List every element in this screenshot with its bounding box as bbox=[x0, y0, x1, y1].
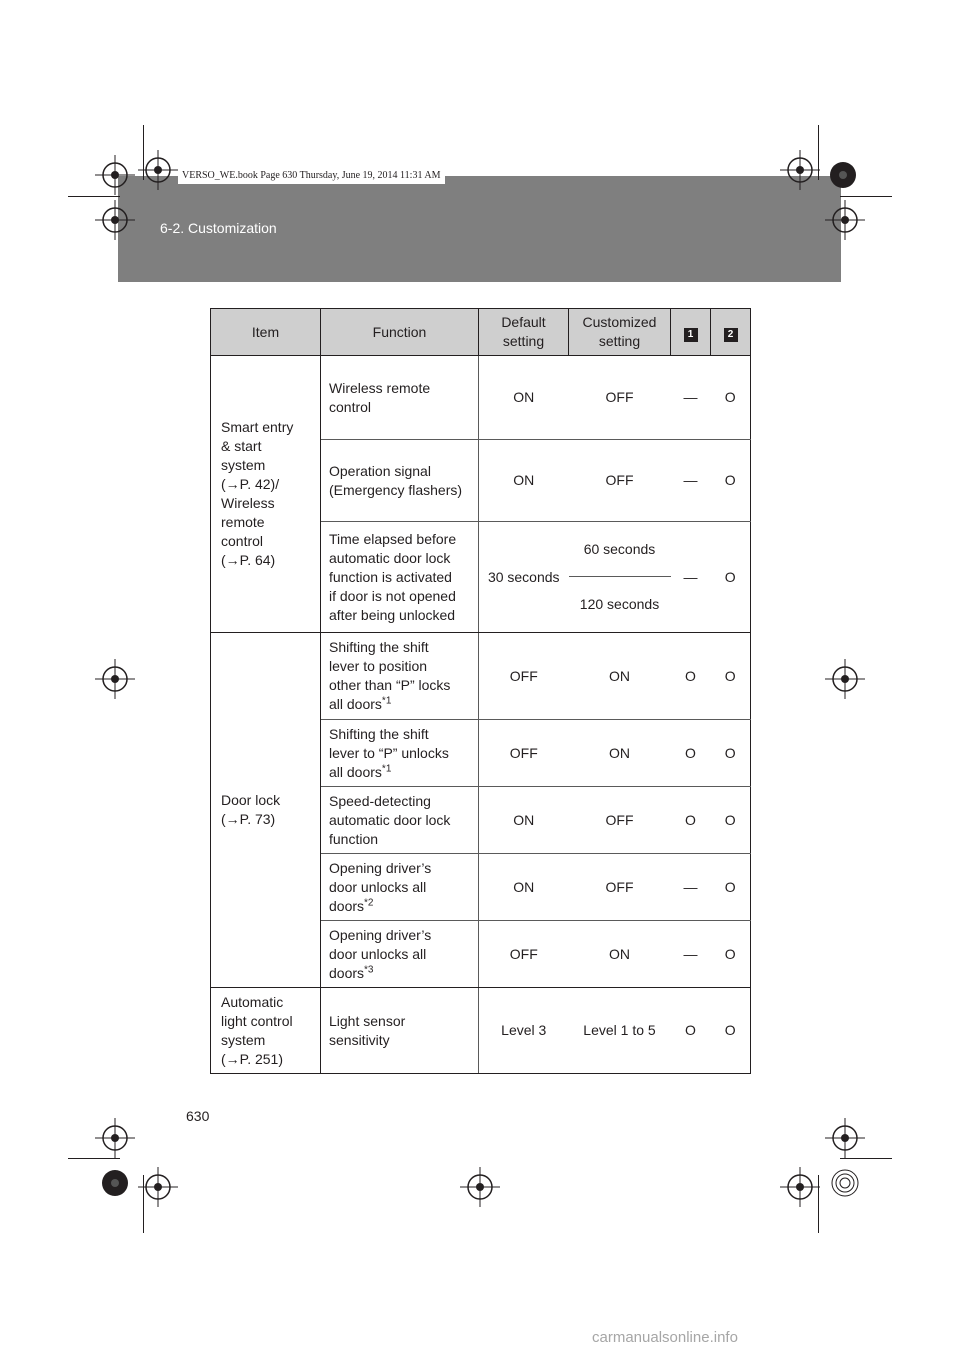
registration-mark-right-middle bbox=[825, 659, 865, 699]
registration-mark-top-left-outer bbox=[95, 155, 135, 195]
item-line: (→P. 64) bbox=[221, 552, 276, 568]
column-header-item: Item bbox=[211, 309, 321, 356]
item-line: Door lock bbox=[221, 792, 281, 808]
customization-table bbox=[210, 308, 751, 1074]
item-line: system bbox=[221, 457, 266, 473]
item-line: Wireless bbox=[221, 495, 275, 511]
col2-mark: O bbox=[711, 356, 751, 440]
customized-cell: Level 1 to 5 bbox=[569, 988, 671, 1074]
col2-mark: O bbox=[711, 854, 751, 921]
column-header-2 bbox=[711, 309, 751, 356]
col2-mark: O bbox=[711, 787, 751, 854]
registration-mark-bottom-center bbox=[460, 1167, 500, 1207]
default-cell: OFF bbox=[479, 921, 569, 988]
default-cell: OFF bbox=[479, 633, 569, 720]
function-line: Operation signal bbox=[329, 462, 431, 479]
column-header-function: Function bbox=[321, 309, 479, 356]
function-cell bbox=[321, 440, 479, 522]
registration-mark-top-left bbox=[138, 150, 178, 190]
item-line: light control bbox=[221, 1012, 293, 1029]
function-line: function bbox=[329, 830, 379, 847]
trim-line-top-right-horizontal bbox=[840, 196, 892, 197]
function-cell bbox=[321, 787, 479, 854]
column-badge-1: 1 bbox=[684, 328, 698, 342]
trim-line-bottom-right-horizontal bbox=[840, 1158, 892, 1159]
function-line: automatic door lock bbox=[329, 549, 451, 566]
function-cell bbox=[321, 633, 479, 720]
registration-mark-left-middle bbox=[95, 659, 135, 699]
footnote-marker: *1 bbox=[381, 695, 392, 707]
table-header-row bbox=[211, 309, 751, 356]
function-cell bbox=[321, 921, 479, 988]
table-row bbox=[211, 988, 751, 1074]
default-cell: ON bbox=[479, 787, 569, 854]
item-line: remote bbox=[221, 514, 265, 530]
item-cell-smart-entry bbox=[211, 356, 321, 633]
item-cell-door-lock bbox=[211, 633, 321, 988]
function-line: lever to “P” unlocks bbox=[329, 744, 449, 761]
customized-option: 60 seconds bbox=[569, 522, 671, 577]
col2-mark: O bbox=[711, 720, 751, 787]
col1-mark: — bbox=[671, 921, 711, 988]
function-line: door unlocks all bbox=[329, 878, 427, 895]
customized-option: 120 seconds bbox=[579, 596, 660, 612]
default-cell: ON bbox=[479, 356, 569, 440]
table-row bbox=[211, 356, 751, 440]
col1-mark: O bbox=[671, 633, 711, 720]
function-line: control bbox=[329, 398, 372, 415]
function-line: Wireless remote bbox=[329, 379, 431, 396]
function-line bbox=[329, 695, 478, 714]
col1-mark: O bbox=[671, 720, 711, 787]
registration-mark-bottom-right bbox=[780, 1167, 820, 1207]
col2-mark: O bbox=[711, 633, 751, 720]
col2-mark: O bbox=[711, 440, 751, 522]
item-line: (→P. 42)/ bbox=[221, 476, 280, 492]
registration-mark-bottom-left bbox=[138, 1167, 178, 1207]
function-cell bbox=[321, 522, 479, 633]
col1-mark: O bbox=[671, 787, 711, 854]
function-cell bbox=[321, 854, 479, 921]
col1-mark: — bbox=[671, 854, 711, 921]
function-line: Light sensor bbox=[329, 1012, 406, 1029]
function-line: sensitivity bbox=[329, 1031, 390, 1048]
function-line: lever to position bbox=[329, 658, 428, 674]
function-line: Shifting the shift bbox=[329, 639, 429, 655]
registration-mark-left-upper bbox=[95, 200, 135, 240]
item-cell-automatic-light-control bbox=[211, 988, 321, 1074]
registration-mark-right-upper bbox=[825, 200, 865, 240]
function-line: automatic door lock bbox=[329, 811, 451, 828]
function-text: doors bbox=[329, 897, 365, 914]
function-line: Shifting the shift bbox=[329, 725, 429, 742]
function-line: after being unlocked bbox=[329, 606, 456, 623]
column-badge-2: 2 bbox=[724, 328, 738, 342]
function-line: Opening driver’s bbox=[329, 859, 432, 876]
book-stamp: VERSO_WE.book Page 630 Thursday, June 19, 2014 11:31 AM bbox=[178, 167, 445, 184]
item-line: Smart entry bbox=[221, 419, 294, 435]
col1-mark: — bbox=[671, 440, 711, 522]
customized-cell: ON bbox=[569, 633, 671, 720]
col1-mark: — bbox=[671, 356, 711, 440]
default-cell: OFF bbox=[479, 720, 569, 787]
registration-mark-top-right bbox=[780, 150, 820, 190]
trim-line-bottom-right-vertical bbox=[818, 1175, 819, 1233]
customized-cell: OFF bbox=[569, 356, 671, 440]
function-line: door unlocks all bbox=[329, 945, 427, 962]
function-text: all doors bbox=[329, 696, 382, 712]
default-cell: ON bbox=[479, 440, 569, 522]
watermark: carmanualsonline.info bbox=[592, 1329, 738, 1346]
registration-mark-left-lower bbox=[95, 1118, 135, 1158]
col2-mark: O bbox=[711, 988, 751, 1074]
function-line bbox=[329, 964, 478, 983]
item-line: system bbox=[221, 1031, 266, 1048]
item-line: control bbox=[221, 533, 264, 549]
section-title: 6-2. Customization bbox=[160, 220, 277, 236]
customized-cell: ON bbox=[569, 921, 671, 988]
page-number: 630 bbox=[186, 1108, 210, 1124]
column-header-default-setting: Default setting bbox=[479, 309, 569, 356]
item-line: & start bbox=[221, 438, 262, 454]
trim-line-top-left-horizontal bbox=[68, 196, 120, 197]
customized-cell: OFF bbox=[569, 854, 671, 921]
function-cell bbox=[321, 988, 479, 1074]
function-cell bbox=[321, 356, 479, 440]
function-line: if door is not opened bbox=[329, 587, 456, 604]
trim-line-top-left-vertical bbox=[143, 125, 144, 180]
customized-cell: OFF bbox=[569, 787, 671, 854]
function-line bbox=[329, 897, 478, 916]
item-line: (→P. 251) bbox=[221, 1050, 283, 1067]
default-cell: Level 3 bbox=[479, 988, 569, 1074]
footnote-marker: *3 bbox=[364, 963, 374, 975]
item-line: (→P. 73) bbox=[221, 811, 276, 827]
customized-cell: OFF bbox=[569, 440, 671, 522]
column-header-customized-setting: Customized setting bbox=[569, 309, 671, 356]
registration-mark-right-lower bbox=[825, 1118, 865, 1158]
function-line: Time elapsed before bbox=[329, 530, 457, 547]
customized-cell-split bbox=[569, 522, 671, 633]
default-cell: ON bbox=[479, 854, 569, 921]
item-line: Automatic bbox=[221, 993, 284, 1010]
registration-mark-bottom-right-outer bbox=[825, 1163, 865, 1203]
footnote-marker: *1 bbox=[381, 762, 392, 774]
function-line: Opening driver’s bbox=[329, 926, 432, 943]
trim-line-bottom-left-vertical bbox=[143, 1175, 144, 1233]
function-line bbox=[329, 763, 478, 782]
col1-mark: O bbox=[671, 988, 711, 1074]
col2-mark: O bbox=[711, 522, 751, 633]
function-line: other than “P” locks bbox=[329, 677, 451, 693]
footnote-marker: *2 bbox=[364, 896, 374, 908]
function-line: function is activated bbox=[329, 568, 452, 585]
trim-line-top-right-vertical bbox=[818, 125, 819, 180]
function-text: doors bbox=[329, 964, 365, 981]
function-line: (Emergency flashers) bbox=[329, 481, 463, 498]
function-line: Speed-detecting bbox=[329, 792, 431, 809]
col2-mark: O bbox=[711, 921, 751, 988]
column-header-1 bbox=[671, 309, 711, 356]
default-cell: 30 seconds bbox=[479, 522, 569, 633]
table-row bbox=[211, 633, 751, 720]
trim-line-bottom-left-horizontal bbox=[68, 1158, 120, 1159]
function-text: all doors bbox=[329, 763, 382, 780]
function-cell bbox=[321, 720, 479, 787]
customized-cell: ON bbox=[569, 720, 671, 787]
registration-mark-top-right-outer bbox=[823, 155, 863, 195]
registration-mark-bottom-left-outer bbox=[95, 1163, 135, 1203]
col1-mark: — bbox=[671, 522, 711, 633]
